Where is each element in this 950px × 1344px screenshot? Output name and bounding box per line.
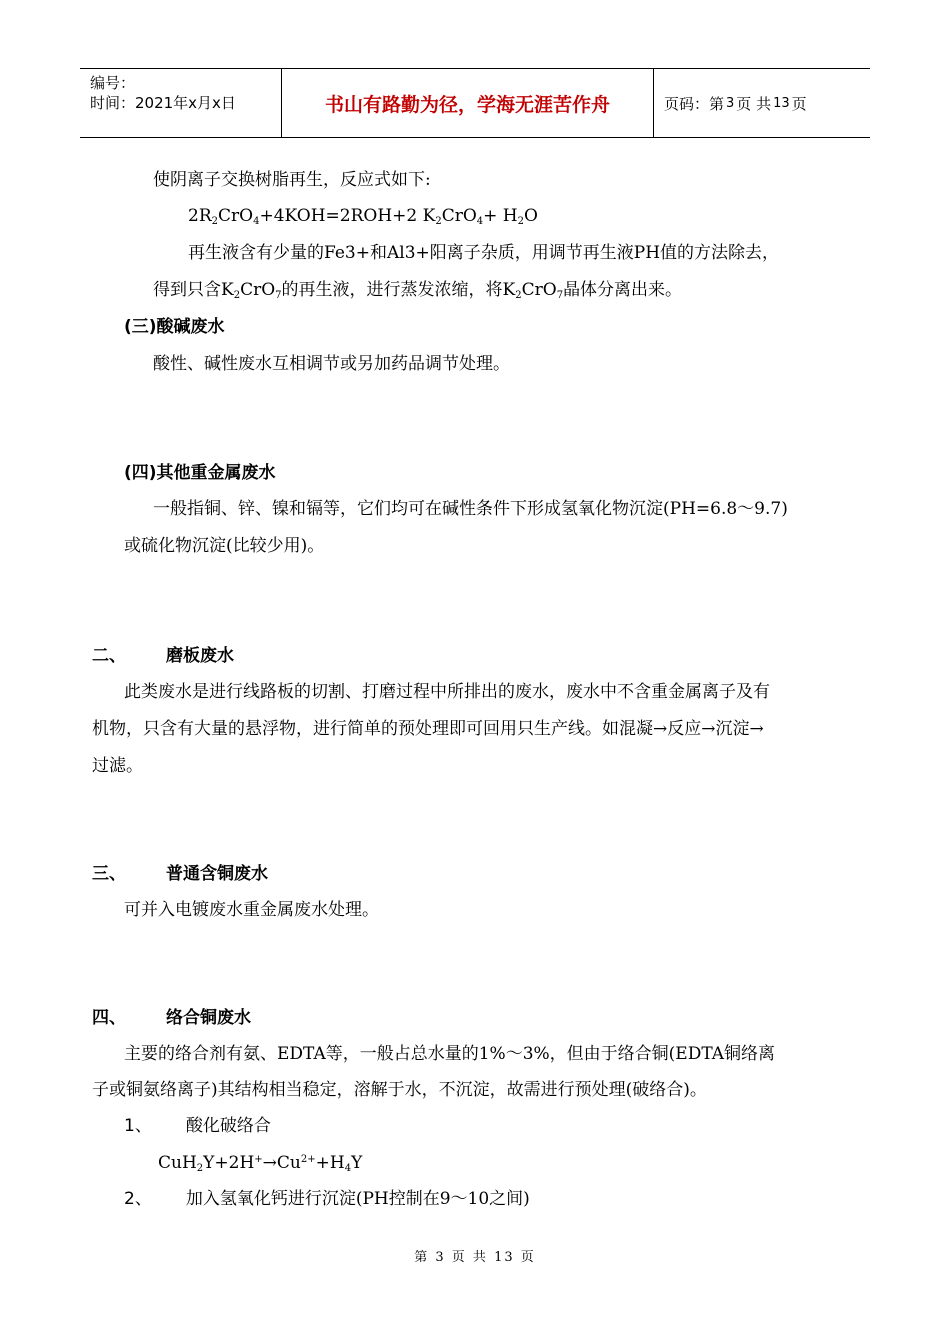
footer-prefix: 第 [414,1250,430,1265]
eq-text: CrO [218,206,254,226]
eq-sup: 2+ [300,1154,316,1165]
eq-text: →Cu [262,1153,301,1173]
section-title: 磨板废水 [166,646,234,666]
page-current: 3 [726,95,735,111]
section-title: 络合铜废水 [166,1008,251,1028]
list-item-2 [124,1187,530,1211]
section-number: 四、 [92,1008,126,1028]
eq-sub: 4 [253,216,260,227]
header-motto: 书山有路勤为径，学海无涯苦作舟 [282,69,654,137]
paragraph-grinding-3: 过滤。 [92,756,143,776]
equation-regeneration [188,204,538,228]
section-number: 二、 [92,646,126,666]
eq-text: Y [351,1153,363,1173]
footer-suffix: 页 [520,1250,536,1265]
eq-text: +4KOH=2ROH+2 K [259,206,436,226]
eq-text: CuH [158,1153,197,1173]
section-4-heading [92,1006,251,1030]
paragraph-grinding-1: 此类废水是进行线路板的切割、打磨过程中所排出的废水，废水中不含重金属离子及有 [124,682,770,702]
page-mid: 页 共 [736,94,772,113]
paragraph-complex-copper-2: 子或铜氨络离子)其结构相当稳定，溶解于水，不沉淀，故需进行预处理(破络合)。 [92,1080,707,1100]
page-total: 13 [773,95,790,111]
heading-acid-alkali-wastewater: (三)酸碱废水 [124,317,225,337]
paragraph-copper-wastewater: 可并入电镀废水重金属废水处理。 [124,900,379,920]
document-header [80,68,870,138]
footer-mid: 页 共 [451,1250,488,1265]
document-number-label: 编号： [90,74,136,92]
text-run: 晶体分离出来。 [563,280,683,300]
eq-sub: 2 [517,216,524,227]
page-footer [0,1246,950,1265]
section-number: 三、 [92,864,126,884]
eq-sub: 4 [476,216,484,227]
list-text: 加入氢氧化钙进行沉淀(PH控制在9～10之间) [185,1189,530,1209]
text-sub: 7 [275,290,282,301]
eq-sub: 4 [344,1163,352,1174]
eq-text: + H [483,206,518,226]
list-number: 1、 [124,1116,152,1136]
paragraph-regeneration-intro: 使阴离子交换树脂再生，反应式如下: [153,170,431,190]
eq-text: 2R [188,206,212,226]
paragraph-complex-copper-1: 主要的络合剂有氨、EDTA等，一般占总水量的1%～3%，但由于络合铜(EDTA铜络离 [124,1044,776,1064]
text-run: 的再生液，进行蒸发浓缩，将K [281,280,516,300]
eq-sub: 2 [196,1163,204,1174]
document-time-label: 时间：2021年x月x日 [90,94,236,112]
footer-current-page: 3 [435,1250,446,1265]
section-2-heading [92,644,234,668]
eq-text: Y+2H [203,1153,255,1173]
header-meta-cell [80,69,282,137]
header-page-number [654,69,870,137]
eq-sub: 2 [435,216,442,227]
text-run: 得到只含K [153,280,234,300]
page-prefix: 页码：第 [664,94,725,113]
eq-sup: + [254,1154,263,1165]
paragraph-acid-alkali: 酸性、碱性废水互相调节或另加药品调节处理。 [153,354,510,374]
eq-text: +H [315,1153,345,1173]
list-text: 酸化破络合 [185,1116,271,1136]
section-title: 普通含铜废水 [166,864,268,884]
eq-text: O [524,206,538,226]
text-sub: 7 [556,290,564,301]
text-sub: 2 [233,290,241,301]
paragraph-grinding-2: 机物，只含有大量的悬浮物，进行简单的预处理即可回用只生产线。如混凝→反应→沉淀→ [92,719,764,739]
section-3-heading [92,862,268,886]
list-number: 2、 [124,1189,152,1209]
eq-text: CrO [441,206,477,226]
text-run: CrO [521,280,557,300]
text-run: CrO [240,280,276,300]
paragraph-regeneration-result [153,278,682,302]
eq-sub: 2 [211,216,218,227]
page-suffix: 页 [791,94,807,113]
paragraph-regeneration-liquid: 再生液含有少量的Fe3+和Al3+阳离子杂质，用调节再生液PH值的方法除去， [188,243,780,263]
footer-total-pages: 13 [494,1250,515,1265]
text-sub: 2 [515,290,522,301]
paragraph-heavy-metal-1: 一般指铜、锌、镍和镉等，它们均可在碱性条件下形成氢氧化物沉淀(PH=6.8～9.7) [153,499,788,519]
equation-acidification [158,1151,362,1175]
heading-other-heavy-metal: (四)其他重金属废水 [124,463,276,483]
list-item-1 [124,1114,271,1138]
paragraph-heavy-metal-2: 或硫化物沉淀(比较少用)。 [124,536,325,556]
